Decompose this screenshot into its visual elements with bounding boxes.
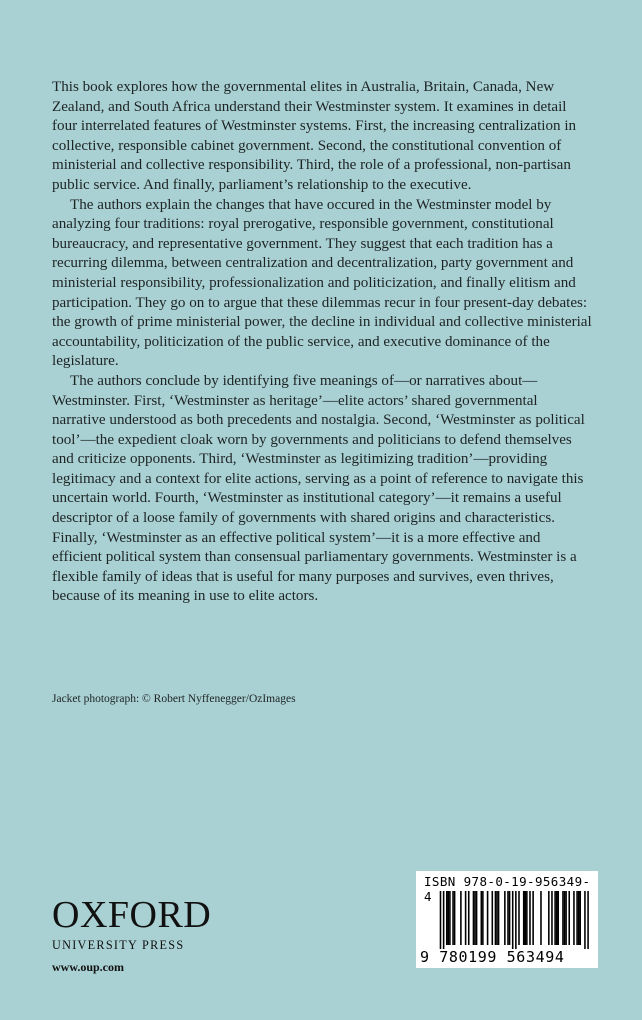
barcode-bar — [443, 891, 445, 949]
barcode-bar — [492, 891, 494, 945]
barcode-bar — [473, 891, 475, 945]
barcode-bar — [440, 891, 442, 949]
barcode-bar — [452, 891, 454, 945]
back-cover-blurb — [52, 78, 594, 607]
barcode-icon — [424, 891, 592, 949]
barcode-bar — [496, 891, 498, 945]
barcode-bar — [504, 891, 506, 945]
barcode-bar — [578, 891, 580, 945]
barcode-bar — [576, 891, 578, 945]
publisher-url: www.oup.com — [52, 960, 125, 974]
barcode-bar — [465, 891, 467, 945]
barcode-bar — [507, 891, 509, 945]
barcode-bar — [573, 891, 575, 945]
barcode-bar — [476, 891, 478, 945]
barcode-bar — [515, 891, 517, 949]
barcode-bar — [584, 891, 586, 949]
barcode-bar — [498, 891, 500, 945]
barcode-bar — [587, 891, 589, 949]
barcode-bar — [468, 891, 470, 945]
barcode-bar — [446, 891, 448, 945]
barcode-bar — [482, 891, 484, 945]
barcode-bar — [529, 891, 531, 945]
blurb-paragraph-2: The authors explain the changes that have occured in the Westminster model by analyzing four traditions: royal prerogative, responsible government, constitutional bureaucracy, and representative government. They suggest that each tradition has a recurring dilemma, between centralization and decentralization, party government and ministerial responsibility, professionalization and politicization, and finally elitism and participation. They go on to argue that these dilemmas recur in four present-day debates: the growth of prime ministerial power, the decline in individual and collective ministerial accountability, politicization of the public service, and executive dominance of the legislature. — [52, 196, 592, 370]
barcode-bar — [474, 891, 476, 945]
isbn-label: ISBN 978-0-19-956349-4 — [424, 874, 591, 904]
jacket-photo-credit: Jacket photograph: © Robert Nyffenegger/OzImages — [52, 693, 296, 705]
barcode-bar — [557, 891, 559, 945]
barcode-bar — [551, 891, 553, 945]
barcode-bar — [449, 891, 451, 945]
barcode-bar — [562, 891, 564, 945]
blurb-paragraph-1: This book explores how the governmental elites in Australia, Britain, Canada, New Zealand, and South Africa understand their Westminster system. It examines in detail four interrelated features of Westminster systems. First, the increasing centralization in collective, responsible cabinet government. Second, the constitutional convention of ministerial and collective responsibility. Third, the role of a professional, non-partisan public service. And finally, parliament’s relationship to the executive. — [52, 79, 577, 193]
barcode-bar — [481, 891, 483, 945]
barcode-bar — [564, 891, 566, 945]
barcode-bar — [454, 891, 456, 945]
barcode-bar — [512, 891, 514, 949]
isbn-digits: 9 780199 563494 — [420, 948, 565, 966]
barcode-bar — [518, 891, 520, 945]
barcode-bar — [568, 891, 570, 945]
barcode-bar — [448, 891, 450, 945]
barcode-bar — [526, 891, 528, 945]
publisher-logo — [52, 896, 211, 953]
barcode-bar — [556, 891, 558, 945]
barcode-bar — [579, 891, 581, 945]
barcode-bar — [524, 891, 526, 945]
barcode-bar — [540, 891, 542, 945]
barcode-bar — [554, 891, 556, 945]
blurb-paragraph-3: The authors conclude by identifying five meanings of—or narratives about—Westminster. First, ‘Westminster as heritage’—elite actors’ shared governmental narrative understood as both precedents and nostalgia. Second, ‘Westminster as political tool’—the expedient cloak worn by governments and politicians to defend themselves and criticize opponents. Third, ‘Westminster as legitimizing tradition’—providing legitimacy and a context for elite actions, serving as a point of reference to navigate this uncertain world. Fourth, ‘Westminster as institutional category’—it remains a useful descriptor of a loose family of governments with shared origins and characteristics. Finally, ‘Westminster as an effective political system’—it is a more effective and efficient political system than consensual parliamentary governments. Westminster is a flexible family of ideas that is useful for many purposes and survives, even thrives, because of its meaning in use to elite actors. — [52, 372, 585, 605]
barcode-bar — [565, 891, 567, 945]
publisher-subtitle: UNIVERSITY PRESS — [52, 938, 185, 952]
barcode-bar — [460, 891, 462, 945]
barcode-bar — [495, 891, 497, 945]
barcode-bar — [509, 891, 511, 945]
publisher-name: OXFORD — [52, 894, 212, 936]
barcode-bar — [487, 891, 489, 945]
barcode-bar — [532, 891, 534, 945]
barcode-bar — [548, 891, 550, 945]
isbn-barcode — [416, 871, 598, 968]
barcode-bar — [523, 891, 525, 945]
